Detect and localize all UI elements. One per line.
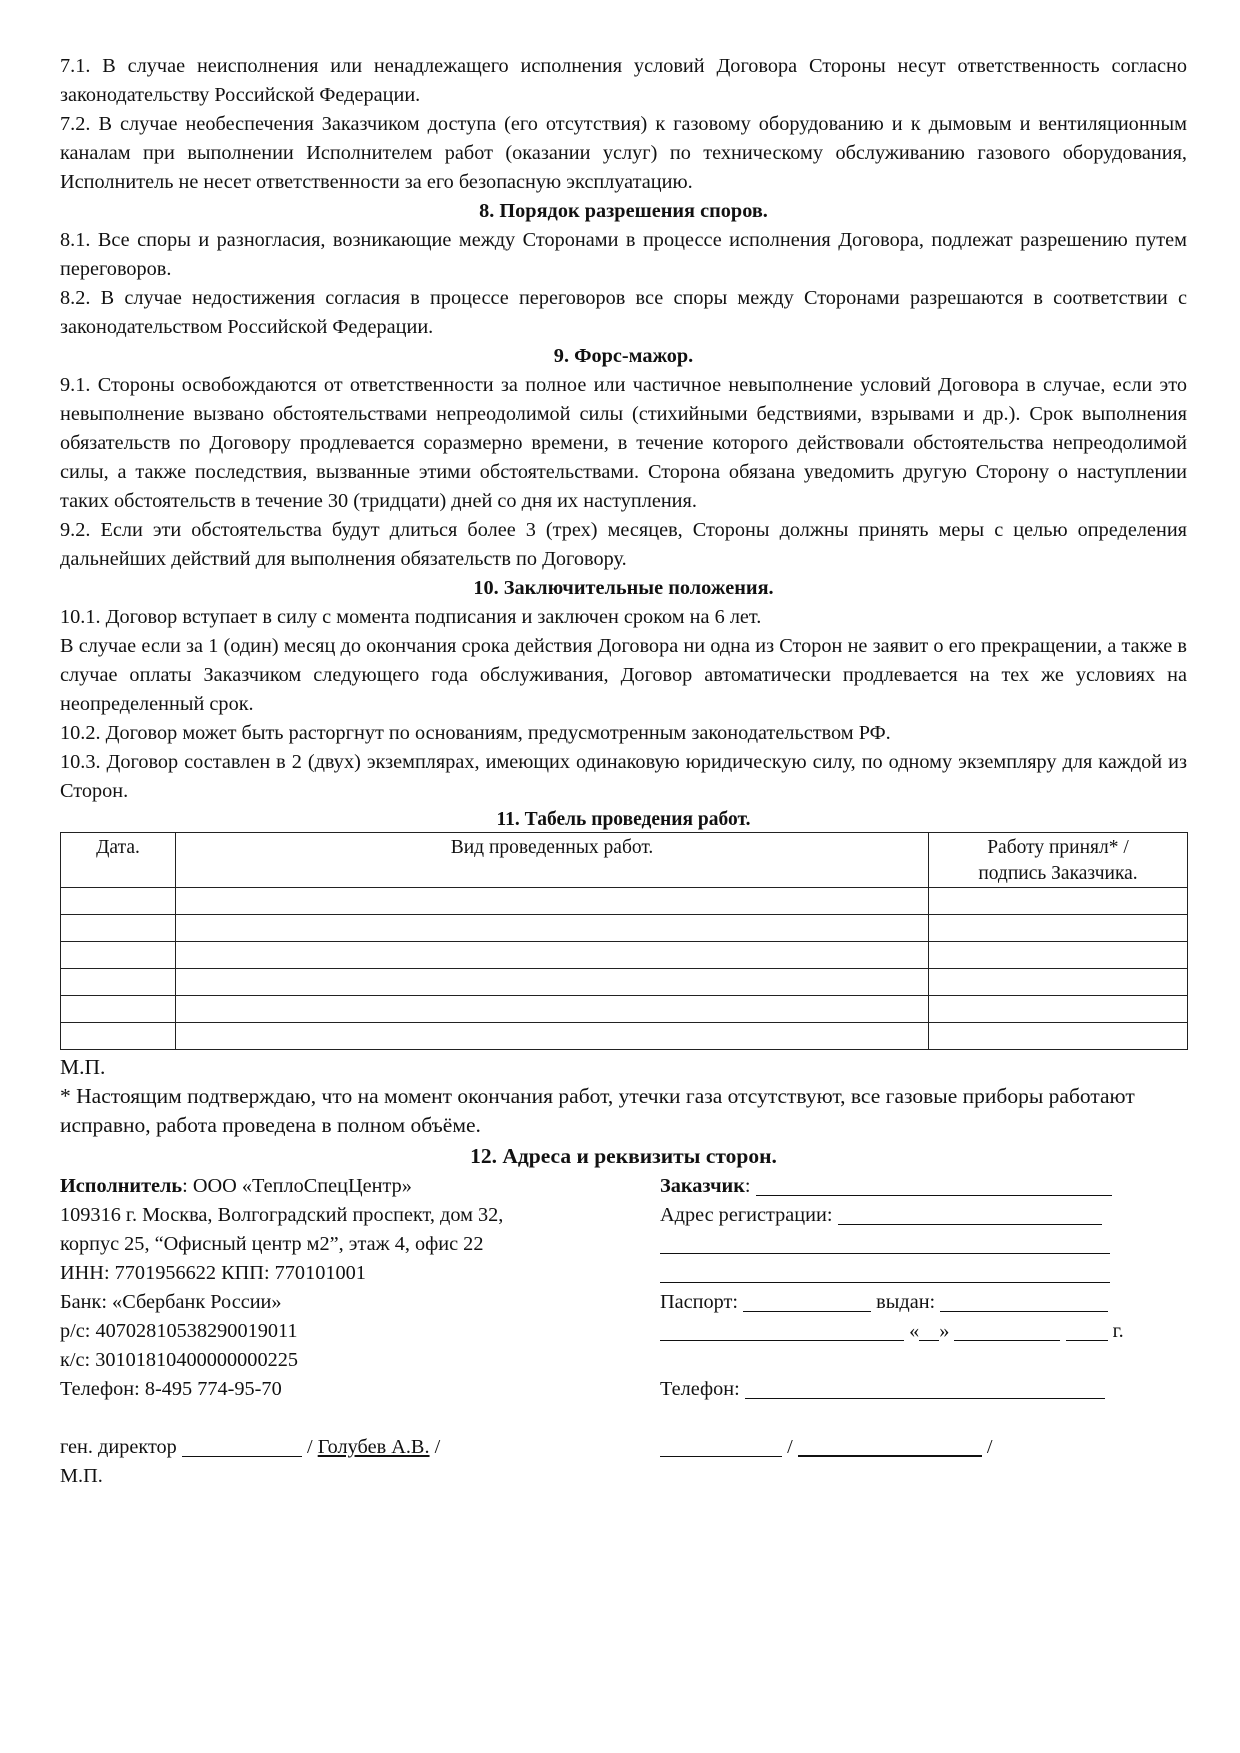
executor-settlement-account: р/с: 40702810538290019011 — [60, 1320, 298, 1342]
clause-8-1: 8.1. Все споры и разногласия, возникающие между Сторонами в процессе исполнения Договора, подлежат разрешению путем переговоров. — [60, 229, 1187, 280]
customer-issued-by-field[interactable] — [660, 1318, 904, 1341]
section-11-title: 11. Табель проведения работ. — [496, 809, 751, 830]
date-cell[interactable] — [61, 888, 176, 915]
customer-colon: : — [744, 1175, 751, 1197]
executor-inn-kpp: ИНН: 7701956622 КПП: 770101001 — [60, 1262, 366, 1284]
work-type-cell[interactable] — [176, 888, 929, 915]
clause-7-1: 7.1. В случае неисполнения или ненадлежащего исполнения условий Договора Стороны несут ответственность согласно законодательству Российской Федерации. — [60, 55, 1187, 106]
document-page — [60, 52, 1187, 1502]
date-cell[interactable] — [61, 942, 176, 969]
executor-signature-line — [60, 1433, 630, 1462]
table-row — [61, 996, 1188, 1023]
executor-signatory-name: Голубев А.В. — [317, 1436, 430, 1458]
date-cell[interactable] — [61, 969, 176, 996]
executor-details — [60, 1172, 630, 1491]
customer-issue-day-field[interactable] — [919, 1318, 939, 1341]
table-row — [61, 969, 1188, 996]
customer-reg-address-field[interactable] — [838, 1202, 1102, 1225]
table-row — [61, 888, 1188, 915]
table-header-row — [61, 833, 1188, 888]
customer-address-line-3[interactable] — [660, 1260, 1110, 1283]
executor-correspondent-account: к/с: 30101810400000000225 — [60, 1349, 299, 1371]
customer-phone-label: Телефон: — [660, 1378, 740, 1400]
customer-label: Заказчик — [660, 1175, 745, 1197]
party-details — [60, 1172, 1187, 1502]
section-10-title: 10. Заключительные положения. — [473, 577, 774, 599]
customer-signatory-name-field[interactable] — [798, 1433, 982, 1457]
section-12-title: 12. Адреса и реквизиты сторон. — [470, 1144, 777, 1168]
date-cell[interactable] — [61, 1023, 176, 1050]
customer-signature-slash: / — [787, 1436, 793, 1458]
clause-9-1: 9.1. Стороны освобождаются от ответственности за полное или частичное невыполнение условий Договора в случае, если это невыполнение вызвано обстоятельствами непреодолимой силы (стихийными бедствиями, взрывами и др.). Срок выполнения обязательств по Договору продлевается соразмерно времени, в течение которого действовали обстоятельства непреодолимой силы, а также последствия, вызванные этими обстоятельствами. Сторона обязана уведомить другую Сторону о наступлении таких обстоятельств в течение 30 (тридцати) дней со дня их наступления. — [60, 374, 1187, 512]
customer-phone-field[interactable] — [745, 1376, 1105, 1399]
customer-address-line-2[interactable] — [660, 1231, 1110, 1254]
customer-year-suffix: г. — [1112, 1320, 1124, 1342]
table-row — [61, 942, 1188, 969]
work-type-cell[interactable] — [176, 942, 929, 969]
executor-phone: Телефон: 8-495 774-95-70 — [60, 1378, 282, 1400]
customer-name-field[interactable] — [756, 1173, 1112, 1196]
customer-issued-label: выдан: — [876, 1291, 936, 1313]
clause-10-1-extension: В случае если за 1 (один) месяц до окончания срока действия Договора ни одна из Сторон не заявит о его прекращении, а также в случае оплаты Заказчиком следующего года обслуживания, Договор автоматически продлевается на тех же условиях на неопределенный срок. — [60, 635, 1187, 715]
customer-signature-blank[interactable] — [660, 1434, 782, 1457]
clause-8-2: 8.2. В случае недостижения согласия в процессе переговоров все споры между Сторонами разрешаются в соответствии с законодательством Российской Федерации. — [60, 287, 1187, 338]
executor-signature-slash: / — [306, 1436, 313, 1458]
accepted-by-cell[interactable] — [929, 942, 1188, 969]
customer-signature-end: / — [986, 1436, 993, 1458]
column-header-work-type: Вид проведенных работ. — [176, 833, 929, 888]
accepted-by-line-2: подпись Заказчика. — [978, 863, 1138, 884]
work-type-cell[interactable] — [176, 996, 929, 1023]
customer-issue-year-field[interactable] — [1066, 1318, 1108, 1341]
customer-passport-label: Паспорт: — [660, 1291, 739, 1313]
work-type-cell[interactable] — [176, 969, 929, 996]
confirmation-note: * Настоящим подтверждаю, что на момент окончания работ, утечки газа отсутствуют, все газовые приборы работают исправно, работа проведена в полном объёме. — [60, 1084, 1135, 1137]
executor-label: Исполнитель — [60, 1175, 183, 1197]
customer-issued-field[interactable] — [940, 1289, 1108, 1312]
clause-10-2: 10.2. Договор может быть расторгнут по основаниям, предусмотренным законодательством РФ. — [60, 722, 891, 744]
customer-date-close-quote: » — [939, 1320, 950, 1342]
accepted-by-cell[interactable] — [929, 969, 1188, 996]
column-header-date: Дата. — [61, 833, 176, 888]
customer-passport-field[interactable] — [743, 1289, 871, 1312]
table-row — [61, 1023, 1188, 1050]
work-type-cell[interactable] — [176, 1023, 929, 1050]
executor-signature-end: / — [434, 1436, 441, 1458]
accepted-by-cell[interactable] — [929, 915, 1188, 942]
executor-bank: Банк: «Сбербанк России» — [60, 1291, 282, 1313]
executor-name: : ООО «ТеплоСпецЦентр» — [182, 1175, 412, 1197]
executor-signature-blank[interactable] — [182, 1434, 302, 1457]
clause-7-2: 7.2. В случае необеспечения Заказчиком доступа (его отсутствия) к газовому оборудованию и к дымовым и вентиляционным каналам при выполнении Исполнителем работ (оказании услуг) по техническому обслуживанию газового оборудования, Исполнитель не несет ответственности за его безопасную эксплуатацию. — [60, 113, 1187, 193]
accepted-by-line-1: Работу принял* / — [987, 837, 1129, 858]
clause-9-2: 9.2. Если эти обстоятельства будут длиться более 3 (трех) месяцев, Стороны должны принять меры с целью определения дальнейших действий для выполнения обязательств по Договору. — [60, 519, 1187, 570]
executor-address-2: корпус 25, “Офисный центр м2”, этаж 4, офис 22 — [60, 1233, 484, 1255]
date-cell[interactable] — [61, 996, 176, 1023]
column-header-accepted-by — [929, 833, 1188, 888]
accepted-by-cell[interactable] — [929, 996, 1188, 1023]
customer-reg-address-label: Адрес регистрации: — [660, 1204, 833, 1226]
accepted-by-cell[interactable] — [929, 1023, 1188, 1050]
section-9-title: 9. Форс-мажор. — [553, 345, 694, 367]
clause-10-1: 10.1. Договор вступает в силу с момента подписания и заключен сроком на 6 лет. — [60, 606, 762, 628]
work-type-cell[interactable] — [176, 915, 929, 942]
customer-details — [660, 1172, 1187, 1462]
section-8-title: 8. Порядок разрешения споров. — [479, 200, 768, 222]
clause-10-3: 10.3. Договор составлен в 2 (двух) экземплярах, имеющих одинаковую юридическую силу, по одному экземпляру для каждой из Сторон. — [60, 751, 1187, 802]
customer-date-open-quote: « — [909, 1320, 920, 1342]
executor-signature-role: ген. директор — [60, 1436, 177, 1458]
customer-signature-line — [660, 1433, 1187, 1462]
customer-issue-month-field[interactable] — [954, 1318, 1060, 1341]
stamp-placeholder: М.П. — [60, 1055, 106, 1079]
works-log-table — [60, 832, 1188, 1050]
table-row — [61, 915, 1188, 942]
accepted-by-cell[interactable] — [929, 888, 1188, 915]
executor-stamp-placeholder: М.П. — [60, 1465, 103, 1487]
executor-address-1: 109316 г. Москва, Волгоградский проспект, дом 32, — [60, 1204, 504, 1226]
date-cell[interactable] — [61, 915, 176, 942]
